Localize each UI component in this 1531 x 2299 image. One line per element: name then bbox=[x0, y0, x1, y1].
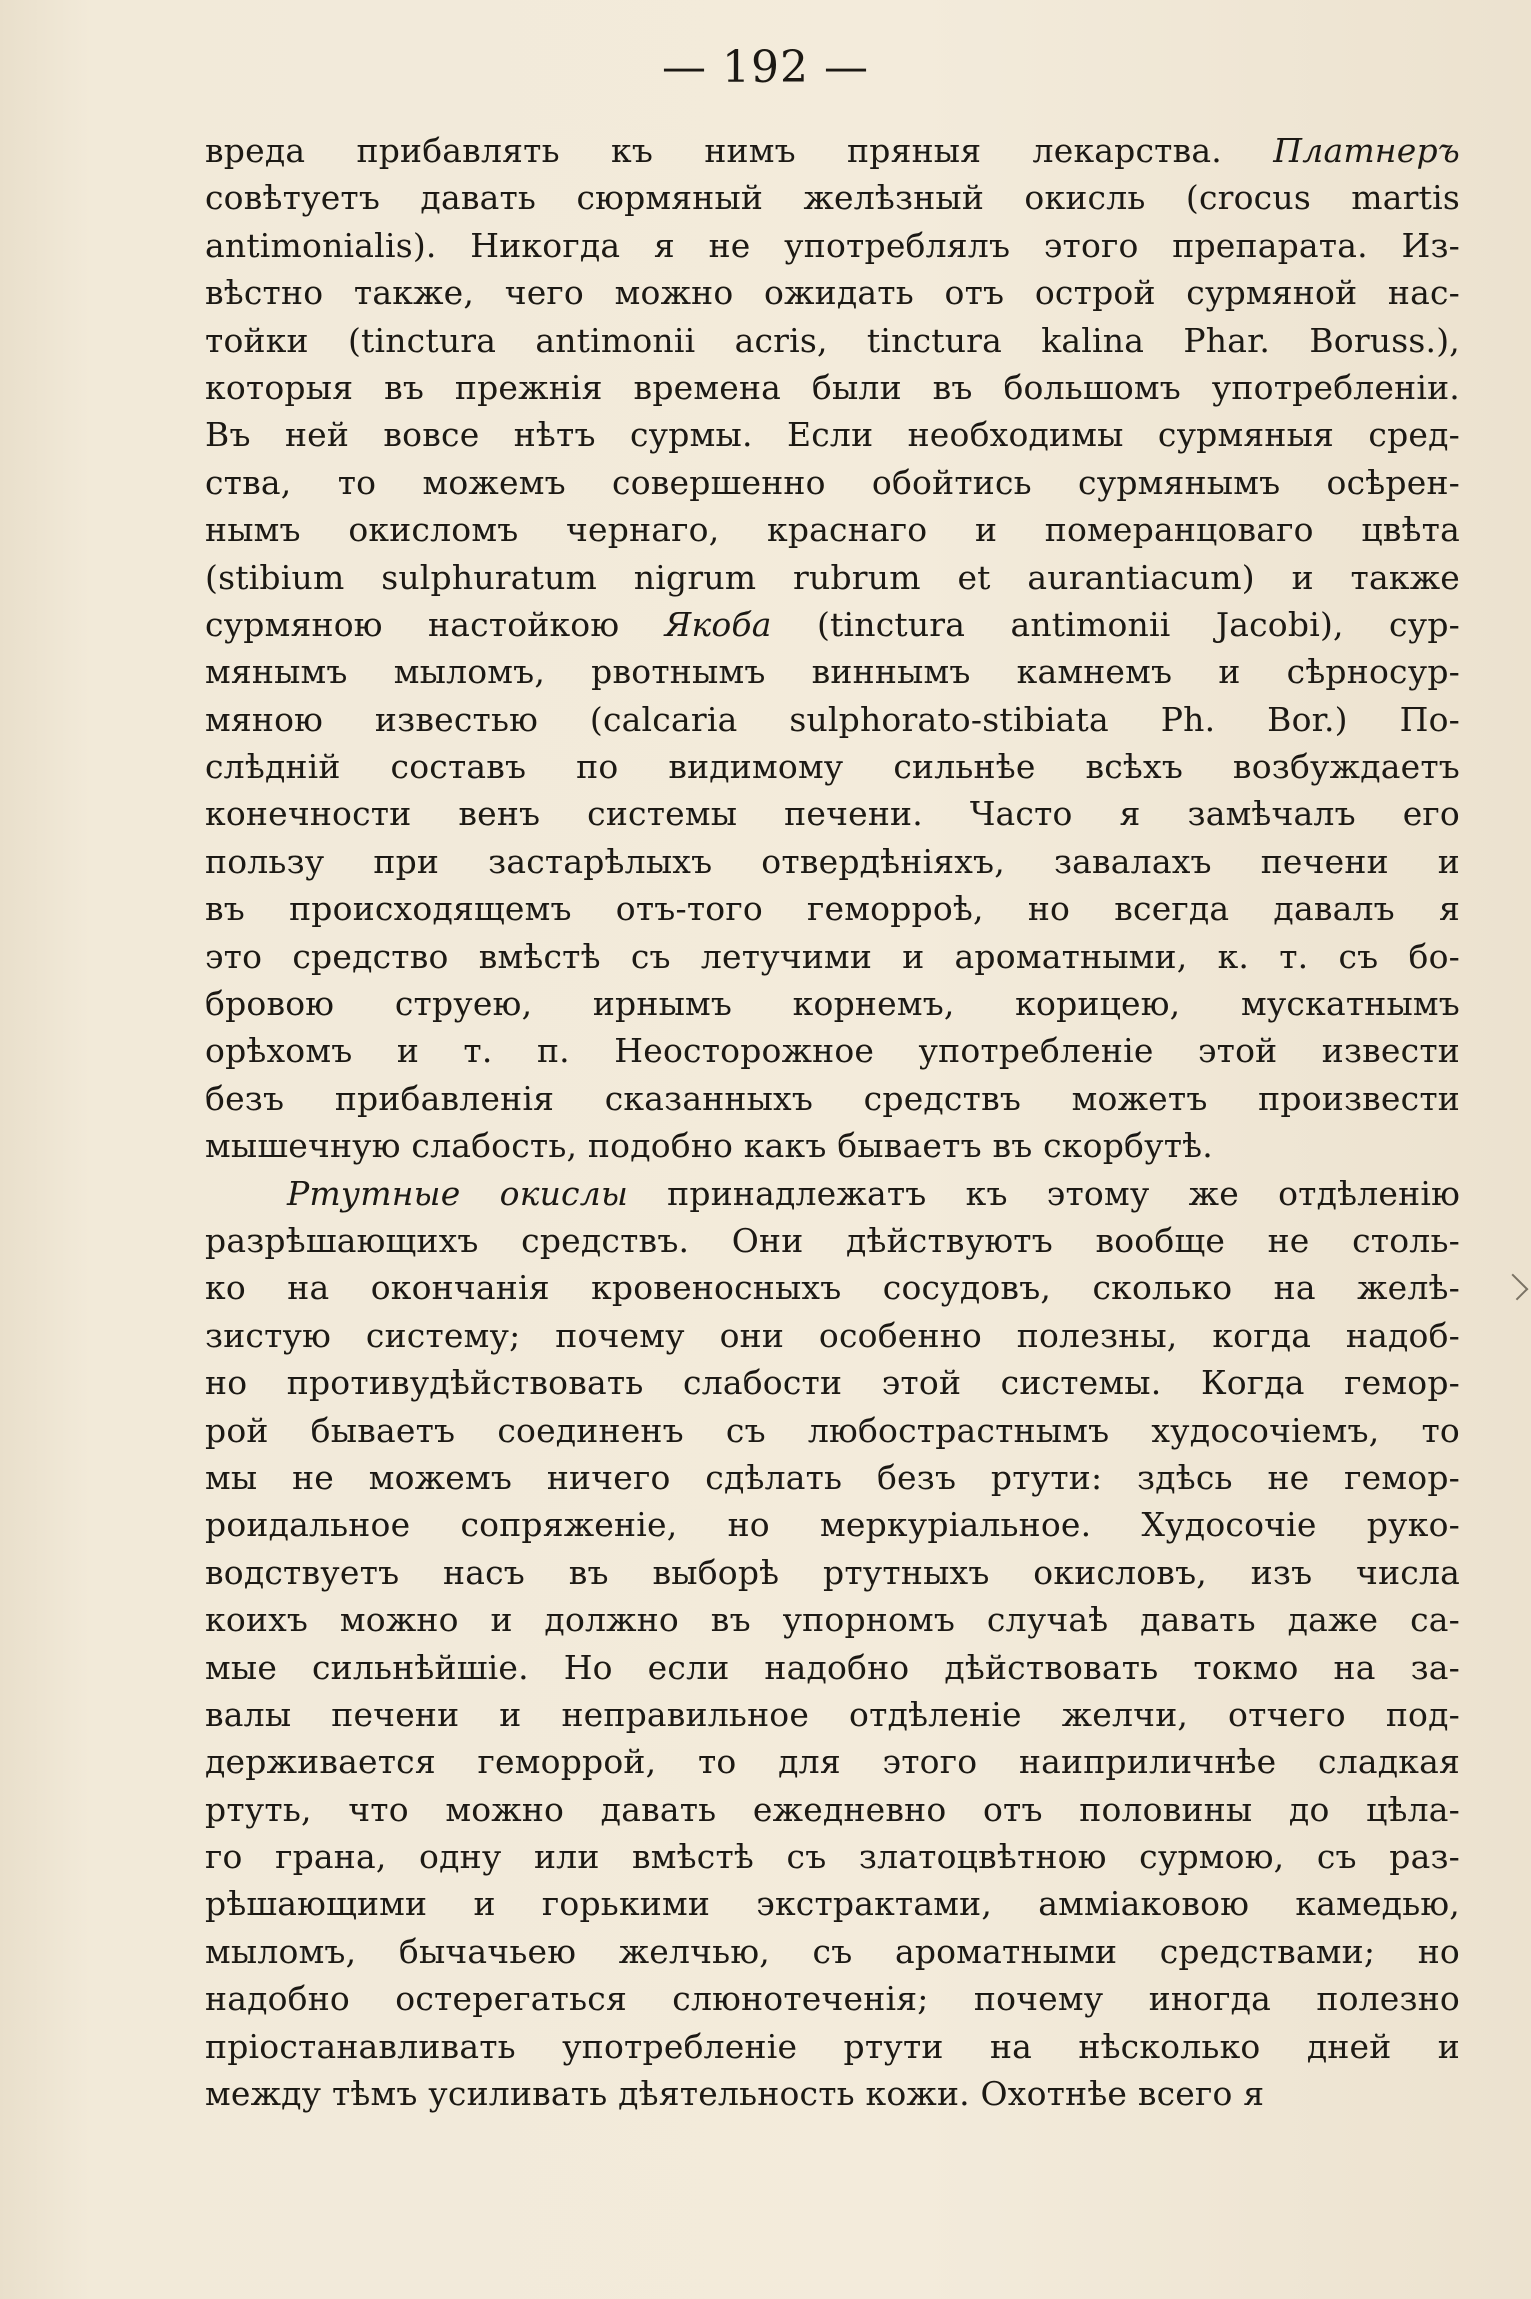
text-line bbox=[205, 1786, 1460, 1833]
text-line bbox=[205, 1264, 1460, 1311]
text-line bbox=[205, 1075, 1460, 1122]
text-segment: орѣхомъ и т. п. Неосторожное употребленіе этой извести bbox=[205, 1031, 1460, 1071]
text-line bbox=[205, 1501, 1460, 1548]
text-line bbox=[205, 174, 1460, 221]
text-segment: въ происходящемъ отъ-того геморроѣ, но всегда давалъ я bbox=[205, 889, 1460, 929]
text-line bbox=[205, 1359, 1460, 1406]
text-line bbox=[205, 1975, 1460, 2022]
text-line bbox=[205, 743, 1460, 790]
text-segment: но противудѣйствовать слабости этой системы. Когда гемор- bbox=[205, 1363, 1460, 1403]
text-line bbox=[205, 411, 1460, 458]
text-segment: разрѣшающихъ средствъ. Они дѣйствуютъ вообще не столь- bbox=[205, 1220, 1460, 1260]
text-segment: мыломъ, бычачьею желчью, съ ароматными средствами; но bbox=[205, 1931, 1460, 1971]
text-segment: бровою струею, ирнымъ корнемъ, корицею, мускатнымъ bbox=[205, 984, 1460, 1024]
text-segment: зистую систему; почему они особенно полезны, когда надоб- bbox=[205, 1315, 1460, 1355]
text-segment: Въ ней вовсе нѣтъ сурмы. Если необходимы сурмяныя сред- bbox=[205, 415, 1460, 455]
text-line bbox=[205, 1833, 1460, 1880]
text-line bbox=[205, 1454, 1460, 1501]
text-segment: нымъ окисломъ чернаго, краснаго и померанцоваго цвѣта bbox=[205, 510, 1460, 550]
text-line bbox=[205, 1407, 1460, 1454]
text-segment: (tinctura antimonii Jacobi), сур- bbox=[771, 604, 1460, 644]
text-segment: вѣстно также, чего можно ожидать отъ острой сурмяной нас- bbox=[205, 273, 1460, 313]
text-segment: го грана, одну или вмѣстѣ съ златоцвѣтною сурмою, съ раз- bbox=[205, 1837, 1460, 1877]
text-segment: рой бываетъ соединенъ съ любострастнымъ худосочіемъ, то bbox=[205, 1410, 1460, 1450]
page-edge-mark bbox=[1502, 1274, 1529, 1301]
text-segment: сурмяною настойкою bbox=[205, 604, 665, 644]
text-segment: пріостанавливать употребленіе ртути на нѣсколько дней и bbox=[205, 2026, 1460, 2066]
text-segment: держивается геморрой, то для этого наиприличнѣе сладкая bbox=[205, 1742, 1460, 1782]
text-segment: совѣтуетъ давать сюрмяный желѣзный окисль (crocus martis bbox=[205, 178, 1460, 218]
text-line bbox=[205, 838, 1460, 885]
text-segment: рѣшающими и горькими экстрактами, амміаковою камедью, bbox=[205, 1884, 1460, 1924]
text-segment: мяною известью (calcaria sulphorato-stibiata Ph. Bor.) По- bbox=[205, 699, 1460, 739]
text-line bbox=[205, 1122, 1460, 1169]
text-segment: коихъ можно и должно въ упорномъ случаѣ давать даже са- bbox=[205, 1600, 1460, 1640]
text-line bbox=[205, 933, 1460, 980]
text-line bbox=[205, 1217, 1460, 1264]
text-segment: роидальное сопряженіе, но меркуріальное. Худосочіе руко- bbox=[205, 1505, 1460, 1545]
text-line bbox=[205, 1644, 1460, 1691]
text-line bbox=[205, 222, 1460, 269]
text-line bbox=[205, 1738, 1460, 1785]
text-line bbox=[205, 2023, 1460, 2070]
text-line bbox=[205, 127, 1460, 174]
text-line bbox=[205, 1312, 1460, 1359]
italic-text-segment: Якоба bbox=[664, 604, 772, 644]
page-number: — 192 — bbox=[662, 42, 869, 93]
body-text bbox=[205, 127, 1460, 2117]
text-segment: это средство вмѣстѣ съ летучими и ароматными, к. т. съ бо- bbox=[205, 936, 1460, 976]
text-segment: которыя въ прежнія времена были въ большомъ употребленіи. bbox=[205, 367, 1460, 407]
text-segment: принадлежатъ къ этому же отдѣленію bbox=[628, 1173, 1460, 1213]
text-line bbox=[205, 1596, 1460, 1643]
text-line bbox=[205, 1027, 1460, 1074]
text-segment: ртуть, что можно давать ежедневно отъ половины до цѣла- bbox=[205, 1789, 1460, 1829]
text-segment: надобно остерегаться слюнотеченія; почему иногда полезно bbox=[205, 1979, 1460, 2019]
text-line bbox=[205, 980, 1460, 1027]
text-segment: водствуетъ насъ въ выборѣ ртутныхъ окисловъ, изъ числа bbox=[205, 1552, 1460, 1592]
text-segment: (stibium sulphuratum nigrum rubrum et aurantiacum) и также bbox=[205, 557, 1460, 597]
text-segment: валы печени и неправильное отдѣленіе желчи, отчего под- bbox=[205, 1694, 1460, 1734]
text-segment: слѣдній составъ по видимому сильнѣе всѣхъ возбуждаетъ bbox=[205, 747, 1460, 787]
text-line bbox=[205, 1549, 1460, 1596]
text-line bbox=[205, 554, 1460, 601]
text-segment: пользу при застарѣлыхъ отвердѣніяхъ, завалахъ печени и bbox=[205, 841, 1460, 881]
italic-text-segment: Платнеръ bbox=[1273, 131, 1460, 170]
text-segment: конечности венъ системы печени. Часто я замѣчалъ его bbox=[205, 794, 1460, 834]
text-line bbox=[205, 790, 1460, 837]
text-line bbox=[205, 364, 1460, 411]
text-line bbox=[205, 1928, 1460, 1975]
text-line bbox=[205, 885, 1460, 932]
text-segment: мые сильнѣйшіе. Но если надобно дѣйствовать токмо на за- bbox=[205, 1647, 1460, 1687]
text-line bbox=[205, 1691, 1460, 1738]
text-line bbox=[205, 648, 1460, 695]
text-line bbox=[205, 696, 1460, 743]
text-line bbox=[205, 269, 1460, 316]
text-line bbox=[205, 1170, 1460, 1217]
text-segment: мы не можемъ ничего сдѣлать безъ ртути: здѣсь не гемор- bbox=[205, 1457, 1460, 1497]
text-segment: вреда прибавлять къ нимъ пряныя лекарства. bbox=[205, 131, 1274, 170]
italic-text-segment: Ртутные окислы bbox=[287, 1173, 629, 1213]
text-segment: мышечную слабость, подобно какъ бываетъ въ скорбутѣ. bbox=[205, 1126, 1213, 1166]
text-segment: ко на окончанія кровеносныхъ сосудовъ, сколько на желѣ- bbox=[205, 1268, 1460, 1308]
text-line bbox=[205, 601, 1460, 648]
text-line bbox=[205, 459, 1460, 506]
text-segment: безъ прибавленія сказанныхъ средствъ можетъ произвести bbox=[205, 1078, 1460, 1118]
text-line bbox=[205, 1880, 1460, 1927]
text-segment: между тѣмъ усиливать дѣятельность кожи. Охотнѣе всего я bbox=[205, 2074, 1265, 2114]
text-segment: ства, то можемъ совершенно обойтись сурмянымъ осѣрен- bbox=[205, 462, 1460, 502]
text-segment: тойки (tinctura antimonii acris, tinctura kalina Phar. Boruss.), bbox=[205, 320, 1460, 360]
text-line bbox=[205, 506, 1460, 553]
text-line bbox=[205, 317, 1460, 364]
text-segment: antimonialis). Никогда я не употреблялъ этого препарата. Из- bbox=[205, 225, 1460, 265]
text-segment: мянымъ мыломъ, рвотнымъ виннымъ камнемъ и сѣрносур- bbox=[205, 652, 1460, 692]
text-line bbox=[205, 2070, 1460, 2117]
